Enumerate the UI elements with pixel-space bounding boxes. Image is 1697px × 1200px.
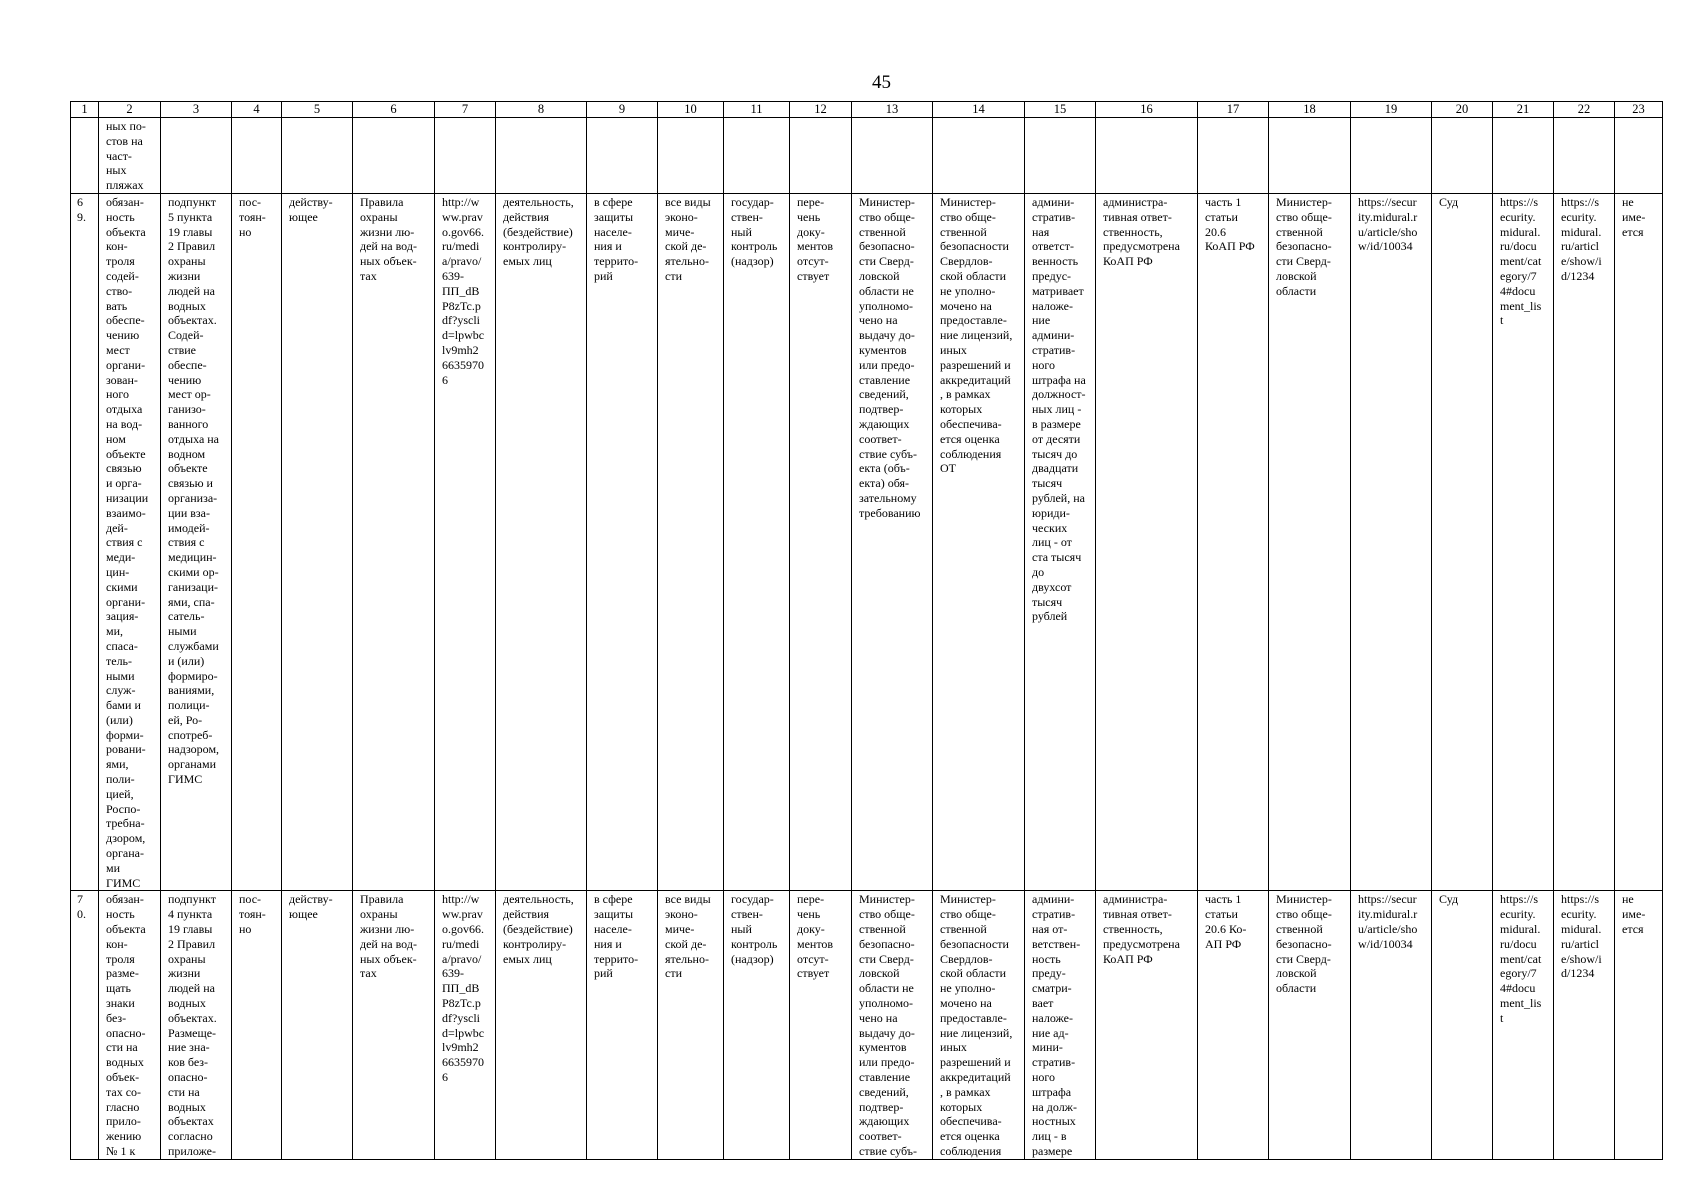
table-cell: администра- тивная ответ- ственность, предусмотрена КоАП РФ (1096, 891, 1198, 1159)
column-header: 19 (1351, 102, 1432, 118)
column-header: 3 (161, 102, 232, 118)
table-cell (1096, 118, 1198, 194)
table-cell: https://s ecurity. midural. ru/articl e/show/i d/1234 (1554, 891, 1615, 1159)
table-cell: https://s ecurity. midural. ru/docu ment/cat egory/7 4#docu ment_lis t (1493, 194, 1554, 891)
table-cell: админи- стратив- ная ответст- венность предус- матривает наложе- ние админи- стратив- ного штрафа на должност- ных лиц - в размере от десяти тысяч до двадцати тысяч рублей, на юриди- ческих лиц - от ста тысяч до двухсот тысяч рублей (1025, 194, 1096, 891)
table-row-continuation (71, 118, 1663, 194)
column-header: 22 (1554, 102, 1615, 118)
row-number: 70. (71, 891, 99, 1159)
column-header: 16 (1096, 102, 1198, 118)
column-header: 10 (658, 102, 724, 118)
table-cell (724, 118, 790, 194)
table-cell: пере- чень доку- ментов отсут- ствует (790, 194, 852, 891)
table-cell (587, 118, 658, 194)
table-cell: пос- тоян- но (232, 194, 282, 891)
table-cell: Министер- ство обще- ственной безопасности Свердлов- ской области не уполно- мочено на предоставле- ние лицензий, иных разрешений и аккредитаций , в рамках которых обеспечива- ется оценка соблюдения (933, 891, 1025, 1159)
table-cell (71, 118, 99, 194)
column-header: 11 (724, 102, 790, 118)
table-cell: подпункт 4 пункта 19 главы 2 Правил охраны жизни людей на водных объектах. Размеще- ние зна- ков без- опасно- сти на водных объектах согласно приложе- (161, 891, 232, 1159)
table-cell (658, 118, 724, 194)
table-cell: государ- ствен- ный контроль (надзор) (724, 194, 790, 891)
requirements-table (70, 101, 1663, 1160)
table-cell (232, 118, 282, 194)
table-cell: ных по- стов на част- ных пляжах (99, 118, 161, 194)
column-header: 17 (1198, 102, 1269, 118)
column-header: 2 (99, 102, 161, 118)
table-cell: Министер- ство обще- ственной безопасно- сти Сверд- ловской области не уполномо- чено на выдачу до- кументов или предо- ставление сведений, подтвер- ждающих соответ- ствие субъ- екта (объ- екта) обя- зательному требованию (852, 194, 933, 891)
table-cell: обязан- ность объекта кон- троля содей- ство- вать обеспе- чению мест органи- зован- ного отдыха на вод- ном объекте связью и орга- низации взаимо- дей- ствия с меди- цин- скими органи- зация- ми, спаса- тель- ными служ- бами и (или) форми- ровани- ями, поли- цией, Роспо- требна- дзором, органа- ми ГИМС (99, 194, 161, 891)
table-cell: Правила охраны жизни лю- дей на вод- ных объек- тах (353, 194, 435, 891)
table-cell: https://s ecurity. midural. ru/articl e/show/i d/1234 (1554, 194, 1615, 891)
table-cell: часть 1 статьи 20.6 КоАП РФ (1198, 194, 1269, 891)
column-header: 21 (1493, 102, 1554, 118)
column-header: 14 (933, 102, 1025, 118)
table-cell (1554, 118, 1615, 194)
table-cell: Министер- ство обще- ственной безопасности Свердлов- ской области не уполно- мочено на предоставле- ние лицензий, иных разрешений и аккредитаций , в рамках которых обеспечива- ется оценка соблюдения ОТ (933, 194, 1025, 891)
table-cell (1432, 118, 1493, 194)
table-cell (282, 118, 353, 194)
table-row-69 (71, 194, 1663, 891)
table-cell: деятельность, действия (бездействие) контролиру- емых лиц (496, 194, 587, 891)
table-cell (1351, 118, 1432, 194)
table-cell (933, 118, 1025, 194)
table-cell: пос- тоян- но (232, 891, 282, 1159)
table-cell: часть 1 статьи 20.6 Ко- АП РФ (1198, 891, 1269, 1159)
table-row-70 (71, 891, 1663, 1159)
table-cell (1615, 118, 1663, 194)
table-cell (435, 118, 496, 194)
table-cell: Суд (1432, 891, 1493, 1159)
table-cell: Правила охраны жизни лю- дей на вод- ных объек- тах (353, 891, 435, 1159)
column-header: 8 (496, 102, 587, 118)
table-cell: https://s ecurity. midural. ru/docu ment/cat egory/7 4#docu ment_lis t (1493, 891, 1554, 1159)
table-cell: https://secur ity.midural.r u/article/sho w/id/10034 (1351, 194, 1432, 891)
table-cell (1198, 118, 1269, 194)
table-cell: Министер- ство обще- ственной безопасно- сти Сверд- ловской области (1269, 891, 1351, 1159)
table-cell: администра- тивная ответ- ственность, предусмотрена КоАП РФ (1096, 194, 1198, 891)
table-cell: пере- чень доку- ментов отсут- ствует (790, 891, 852, 1159)
table-cell: http://w ww.prav o.gov66. ru/medi a/pravo/ 639- ПП_dB P8zTc.p df?yscli d=lpwbc lv9mh2 6635970 6 (435, 891, 496, 1159)
column-header: 7 (435, 102, 496, 118)
table-cell: админи- стратив- ная от- ветствен- ность преду- сматри- вает наложе- ние ад- мини- стратив- ного штрафа на долж- ностных лиц - в размере (1025, 891, 1096, 1159)
table-cell (353, 118, 435, 194)
table-cell: государ- ствен- ный контроль (надзор) (724, 891, 790, 1159)
column-header: 18 (1269, 102, 1351, 118)
table-cell: http://w ww.prav o.gov66. ru/medi a/pravo/ 639- ПП_dB P8zTc.p df?yscli d=lpwbc lv9mh2 6635970 6 (435, 194, 496, 891)
column-header: 5 (282, 102, 353, 118)
table-cell: в сфере защиты населе- ния и террито- рий (587, 194, 658, 891)
table-cell: действу- ющее (282, 194, 353, 891)
table-cell: не име- ется (1615, 891, 1663, 1159)
table-cell: не име- ется (1615, 194, 1663, 891)
table-cell: Суд (1432, 194, 1493, 891)
table-cell (790, 118, 852, 194)
table-cell (852, 118, 933, 194)
column-header: 12 (790, 102, 852, 118)
table-cell (1493, 118, 1554, 194)
table-cell (1025, 118, 1096, 194)
column-header: 20 (1432, 102, 1493, 118)
column-header: 9 (587, 102, 658, 118)
column-header: 4 (232, 102, 282, 118)
column-header: 1 (71, 102, 99, 118)
column-header: 23 (1615, 102, 1663, 118)
page-number: 45 (872, 72, 891, 93)
column-header: 6 (353, 102, 435, 118)
table-cell (1269, 118, 1351, 194)
column-number-row (71, 102, 1663, 118)
table-cell: Министер- ство обще- ственной безопасно- сти Сверд- ловской области (1269, 194, 1351, 891)
table-cell: Министер- ство обще- ственной безопасно- сти Сверд- ловской области не уполномо- чено на выдачу до- кументов или предо- ставление сведений, подтвер- ждающих соответ- ствие субъ- (852, 891, 933, 1159)
table-cell: все виды эконо- миче- ской де- ятельно- сти (658, 194, 724, 891)
column-header: 15 (1025, 102, 1096, 118)
column-header: 13 (852, 102, 933, 118)
table-cell: подпункт 5 пункта 19 главы 2 Правил охраны жизни людей на водных объектах. Содей- ствие обеспе- чению мест ор- ганизо- ванного отдыха на водном объекте связью и организа- ции вза- имодей- ствия с медицин- скими ор- ганизаци- ями, спа- сатель- ными службами и (или) формиро- ваниями, полици- ей, Ро- спотреб- надзором, органами ГИМС (161, 194, 232, 891)
table-cell (496, 118, 587, 194)
table-cell: действу- ющее (282, 891, 353, 1159)
table-cell: все виды эконо- миче- ской де- ятельно- сти (658, 891, 724, 1159)
table-cell: деятельность, действия (бездействие) контролиру- емых лиц (496, 891, 587, 1159)
row-number: 69. (71, 194, 99, 891)
table-cell (161, 118, 232, 194)
table-cell: обязан- ность объекта кон- троля разме- щать знаки без- опасно- сти на водных объек- тах со- гласно прило- жению № 1 к (99, 891, 161, 1159)
table-cell: https://secur ity.midural.r u/article/sho w/id/10034 (1351, 891, 1432, 1159)
table-cell: в сфере защиты населе- ния и террито- рий (587, 891, 658, 1159)
